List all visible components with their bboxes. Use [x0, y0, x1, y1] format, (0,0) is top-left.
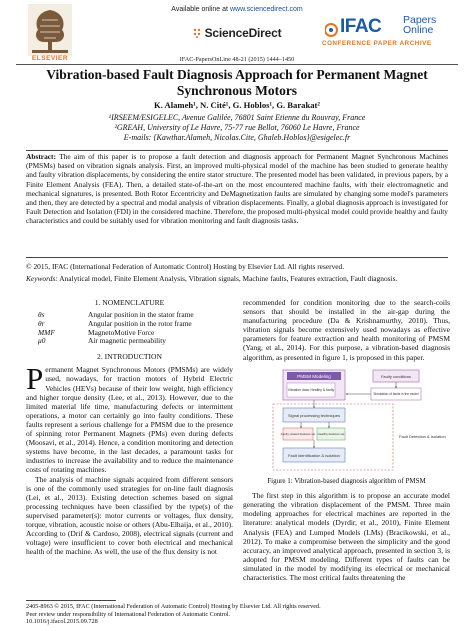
journal-masthead [0, 0, 474, 68]
paragraph: The analysis of machine signals acquired from different sensors is one of the commonly used strategies for on-line fault diagnosis (Lei, et al., 2013). Existing detection schemes based on signal processing techniques have been classified by the type(s) of the supervised parameter(s): motor currents or voltages, flux density, torque, vibration, acoustic noise or others (Abu-Elhaija, et al., 2010). According to (Drif & Cardoso, 2008), electrical signals (current and voltage) were insufficient to cover both electrical and mechanical health of the machine. As well, the use of the flux density is not [26, 474, 233, 557]
pmsm-modeling-label: PMSM Modeling [297, 373, 331, 379]
nomenclature-symbol: μ0 [38, 336, 46, 346]
ifac-wordmark: IFAC [340, 16, 382, 37]
nomenclature-symbol: MMF [38, 327, 55, 337]
fault-detection-label: Fault Detection & Isolation [399, 433, 446, 439]
section-heading-introduction: 2. INTRODUCTION [97, 352, 162, 362]
vibration-data-label: Vibration data: Healthy & faulty [287, 387, 335, 392]
nomenclature-symbol: θs [38, 310, 45, 320]
masthead-divider [16, 64, 458, 65]
nomenclature-table [26, 311, 233, 346]
fault-identification-label: Fault identification & isolation [288, 452, 340, 458]
paper-title [30, 67, 444, 98]
faulty-features-label: Faulty related features set [280, 431, 316, 436]
ifac-archive-tagline: CONFERENCE PAPER ARCHIVE [322, 40, 432, 47]
affiliation-2: ²GREAH, University of Le Havre, 75-77 rue Bellot, 76060 Le Havre, France [114, 123, 360, 132]
signal-processing-label: Signal processing techniques [287, 412, 341, 418]
copyright-notice: © 2015, IFAC (International Federation of Automatic Control) Hosting by Elsevier Ltd. All rights reserved. [26, 262, 345, 271]
keywords-text: Analytical model, Finite Element Analysis, Vibration signals, Machine faults, Features extraction, Fault diagnosis. [59, 274, 398, 283]
elsevier-wordmark: ELSEVIER [31, 55, 69, 62]
page-footer [26, 603, 466, 626]
footer-divider [26, 600, 116, 601]
section-heading-nomenclature: 1. NOMENCLATURE [94, 298, 165, 307]
intro-first-paragraph [26, 361, 233, 475]
abstract-text: The aim of this paper is to propose a fault detection and diagnosis approach for Permanent Magnet Synchronous Machines (PMSMs) based on vibration signals analysis. First, an improved multi-physical model of the machine has been studied to generate healthy and faulty vibration displacements, by considering the entire stator structure. The presented model has been validated, in previous papers, by a Finite Element Analysis (FEA). Then, a detailed state-of-the-art on the most encountered machine faults, with their electromagnetic and mechanical signatures, is presented. Both Rotor Eccentricity and DeMagnetization faults are simulated by changing some model's parameters and then, they are detected by a spectral and modal analysis of vibration displacements. Finally, a global diagnosis approach is investigated for Fault Detection and Isolation (FDI) in the considered machine. Therefore, the proposed multi-physical model could provide healthy and faulty characteristics and could be suitably used for vibration monitoring and fault diagnosis tasks. [26, 152, 449, 226]
nomenclature-description: Angular position in the rotor frame [88, 318, 192, 328]
paragraph: The first step in this algorithm is to propose an accurate model generating the vibration displacement of the PMSM. Three main modeling approaches for electrical machines are reported in the literature: analytical models (Dyrdir, et al., 2010), Finite Element Analysis (FEA) and Lumped Models (LMs) (Bracikowski, et al., 2012). To make a compromise between the simplicity and the good accuracy, an improved analytical approach, presented in section 3, is adopted for PMSM modeling. Different types of faults can be simulated in the model by modifying its electrical or mechanical characteristics. The most critical faults threatening the [243, 491, 450, 582]
paragraph: ermanent Magnet Synchronous Motors (PMSMs) are widely used, nowadays, for traction motors of Hybrid Electric Vehicles (HEVs) because of their low weight, high efficiency and higher torque density (Lee, et al., 2013). However, due to the limited material life time, manufacturing defects or intermittent operations, a motor can certainly go into faulty conditions. These faults represent a serious challenge for a PMSM due to the presence of spinning rotor Permanent Magnets (PMs) even during defects (Moosavi, et al., 2014). Hence, a condition monitoring and detection systems have become, in the last decades, a paramount tasks for industries to increase the availability and to reduce the maintenance costs of rotating machines. [26, 365, 233, 475]
figure-1-diagram [243, 368, 450, 474]
ifac-papers-online [403, 15, 436, 35]
ifac-online-text: Online [403, 24, 434, 36]
abstract-block [26, 152, 448, 226]
author-emails: E-mails: {Kawthar.Alameh, Nicolas.Cite, Ghaleb.Hoblos}@esigelec.fr [123, 133, 351, 142]
drop-cap: P [26, 361, 44, 397]
author-list: K. Alameh¹, N. Cité¹, G. Hoblos¹, G. Barakat² [154, 100, 320, 110]
footer-peer-review: Peer review under responsibility of International Federation of Automatic Control. [26, 610, 231, 618]
sciencedirect-dots-icon [193, 28, 203, 38]
abstract-label: Abstract: [26, 152, 56, 161]
footer-doi[interactable]: 10.1016/j.ifacol.2015.09.728 [26, 618, 98, 626]
footer-copyright: 2405-8963 © 2015, IFAC (International Federation of Automatic Control) Hosting by Elsevier Ltd. All rights reserved. [26, 603, 321, 610]
sciencedirect-link[interactable]: www.sciencedirect.com [229, 6, 303, 13]
faulty-conditions-label: Faulty conditions [380, 373, 412, 379]
ifac-papers-text: Papers [403, 14, 437, 26]
affiliation-1: ¹IRSEEM/ESIGELEC, Avenue Galilée, 76801 Saint Etienne du Rouvray, France [108, 113, 366, 122]
figure-caption: Figure 1: Vibration-based diagnosis algorithm of PMSM [267, 476, 426, 485]
paper-title-line-1: Vibration-based Fault Diagnosis Approach for Permanent Magnet [46, 67, 428, 82]
simulation-faults-label: Simulation of faults in the model [373, 391, 419, 396]
sciencedirect-wordmark: ScienceDirect [204, 26, 282, 40]
paper-title-line-2: Synchronous Motors [176, 82, 298, 98]
right-column [243, 298, 450, 582]
healthy-features-label: Healthy features set [317, 431, 345, 436]
paragraph: recommended for condition monitoring due to the search-coils sensors that should be installed in the air-gap during the manufacturing procedure (Da & Krishnamurthy, 2010). Thus, vibration signals become extensively used nowadays as effective parameters for feature extraction and health monitoring of PMSM (Yang, et al., 2014). For this purpose, a vibration-based diagnosis algorithm, as presented in figure 1, is proposed in this paper. [243, 298, 450, 362]
nomenclature-description: Angular position in the stator frame [88, 310, 194, 320]
left-column [26, 298, 233, 556]
nomenclature-symbol: θr [38, 318, 45, 328]
keywords-label: Keywords: [26, 274, 58, 283]
table-row [26, 337, 233, 346]
available-online-text: Available online at [171, 6, 228, 13]
nomenclature-description: MagnetoMotive Force [88, 327, 155, 337]
diagnosis-flowchart [243, 368, 450, 474]
journal-citation: IFAC-PapersOnLine 48-21 (2015) 1444–1450 [179, 56, 295, 63]
keywords-block [26, 274, 448, 283]
nomenclature-description: Air magnetic permeability [88, 336, 166, 346]
